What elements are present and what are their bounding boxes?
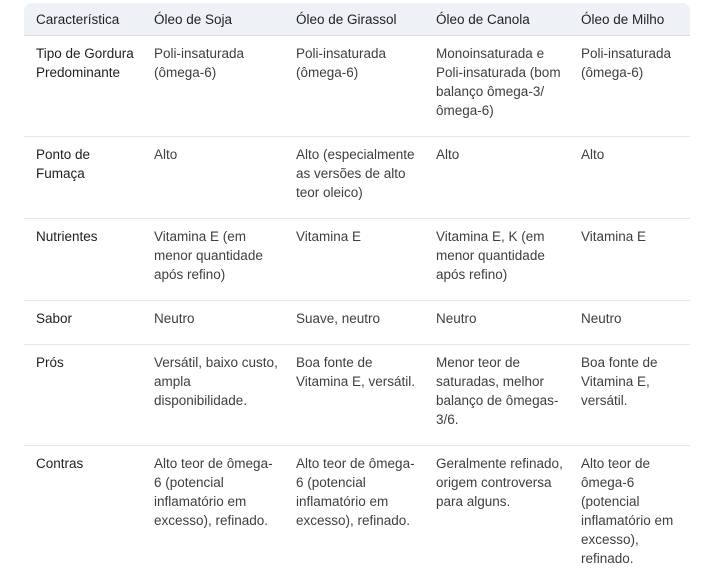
row-label-pros: Prós	[24, 345, 142, 446]
table-cell: Vitamina E (em menor quantidade após refino)	[142, 219, 284, 301]
table-cell: Geralmente refinado, origem controversa para alguns.	[424, 446, 569, 584]
table-cell: Monoinsaturada e Poli-insaturada (bom balanço ômega-3/ômega-6)	[424, 36, 569, 137]
table-cell: Suave, neutro	[284, 301, 424, 345]
table-cell: Poli-insaturada (ômega-6)	[142, 36, 284, 137]
table-cell: Neutro	[424, 301, 569, 345]
table-cell: Alto	[142, 137, 284, 219]
table-row	[24, 345, 690, 446]
header-oleo-girassol: Óleo de Girassol	[284, 3, 424, 36]
table-cell: Alto teor de ômega-6 (potencial inflamatório em excesso), refinado.	[569, 446, 690, 584]
header-row	[24, 3, 690, 36]
header-oleo-soja: Óleo de Soja	[142, 3, 284, 36]
table-cell: Poli-insaturada (ômega-6)	[284, 36, 424, 137]
table-cell: Vitamina E	[569, 219, 690, 301]
table-cell: Vitamina E	[284, 219, 424, 301]
table-body	[24, 36, 690, 584]
table-row	[24, 446, 690, 584]
table-cell: Boa fonte de Vitamina E, versátil.	[284, 345, 424, 446]
table-cell: Alto teor de ômega-6 (potencial inflamatório em excesso), refinado.	[142, 446, 284, 584]
table-cell: Alto	[569, 137, 690, 219]
header-oleo-milho: Óleo de Milho	[569, 3, 690, 36]
table-cell: Poli-insaturada (ômega-6)	[569, 36, 690, 137]
table-row	[24, 36, 690, 137]
table-cell: Alto (especialmente as versões de alto teor oleico)	[284, 137, 424, 219]
row-label-contras: Contras	[24, 446, 142, 584]
table-cell: Menor teor de saturadas, melhor balanço de ômegas-3/6.	[424, 345, 569, 446]
table-cell: Versátil, baixo custo, ampla disponibilidade.	[142, 345, 284, 446]
comparison-table-container	[24, 3, 690, 584]
table-row	[24, 219, 690, 301]
row-label-tipo-gordura: Tipo de Gordura Predominante	[24, 36, 142, 137]
header-oleo-canola: Óleo de Canola	[424, 3, 569, 36]
row-label-nutrientes: Nutrientes	[24, 219, 142, 301]
header-caracteristica: Característica	[24, 3, 142, 36]
table-cell: Neutro	[569, 301, 690, 345]
row-label-ponto-fumaca: Ponto de Fumaça	[24, 137, 142, 219]
row-label-sabor: Sabor	[24, 301, 142, 345]
table-cell: Alto	[424, 137, 569, 219]
table-cell: Alto teor de ômega-6 (potencial inflamatório em excesso), refinado.	[284, 446, 424, 584]
table-cell: Neutro	[142, 301, 284, 345]
table-header	[24, 3, 690, 36]
table-row	[24, 301, 690, 345]
table-row	[24, 137, 690, 219]
table-cell: Boa fonte de Vitamina E, versátil.	[569, 345, 690, 446]
table-cell: Vitamina E, K (em menor quantidade após refino)	[424, 219, 569, 301]
oil-comparison-table	[24, 3, 690, 584]
